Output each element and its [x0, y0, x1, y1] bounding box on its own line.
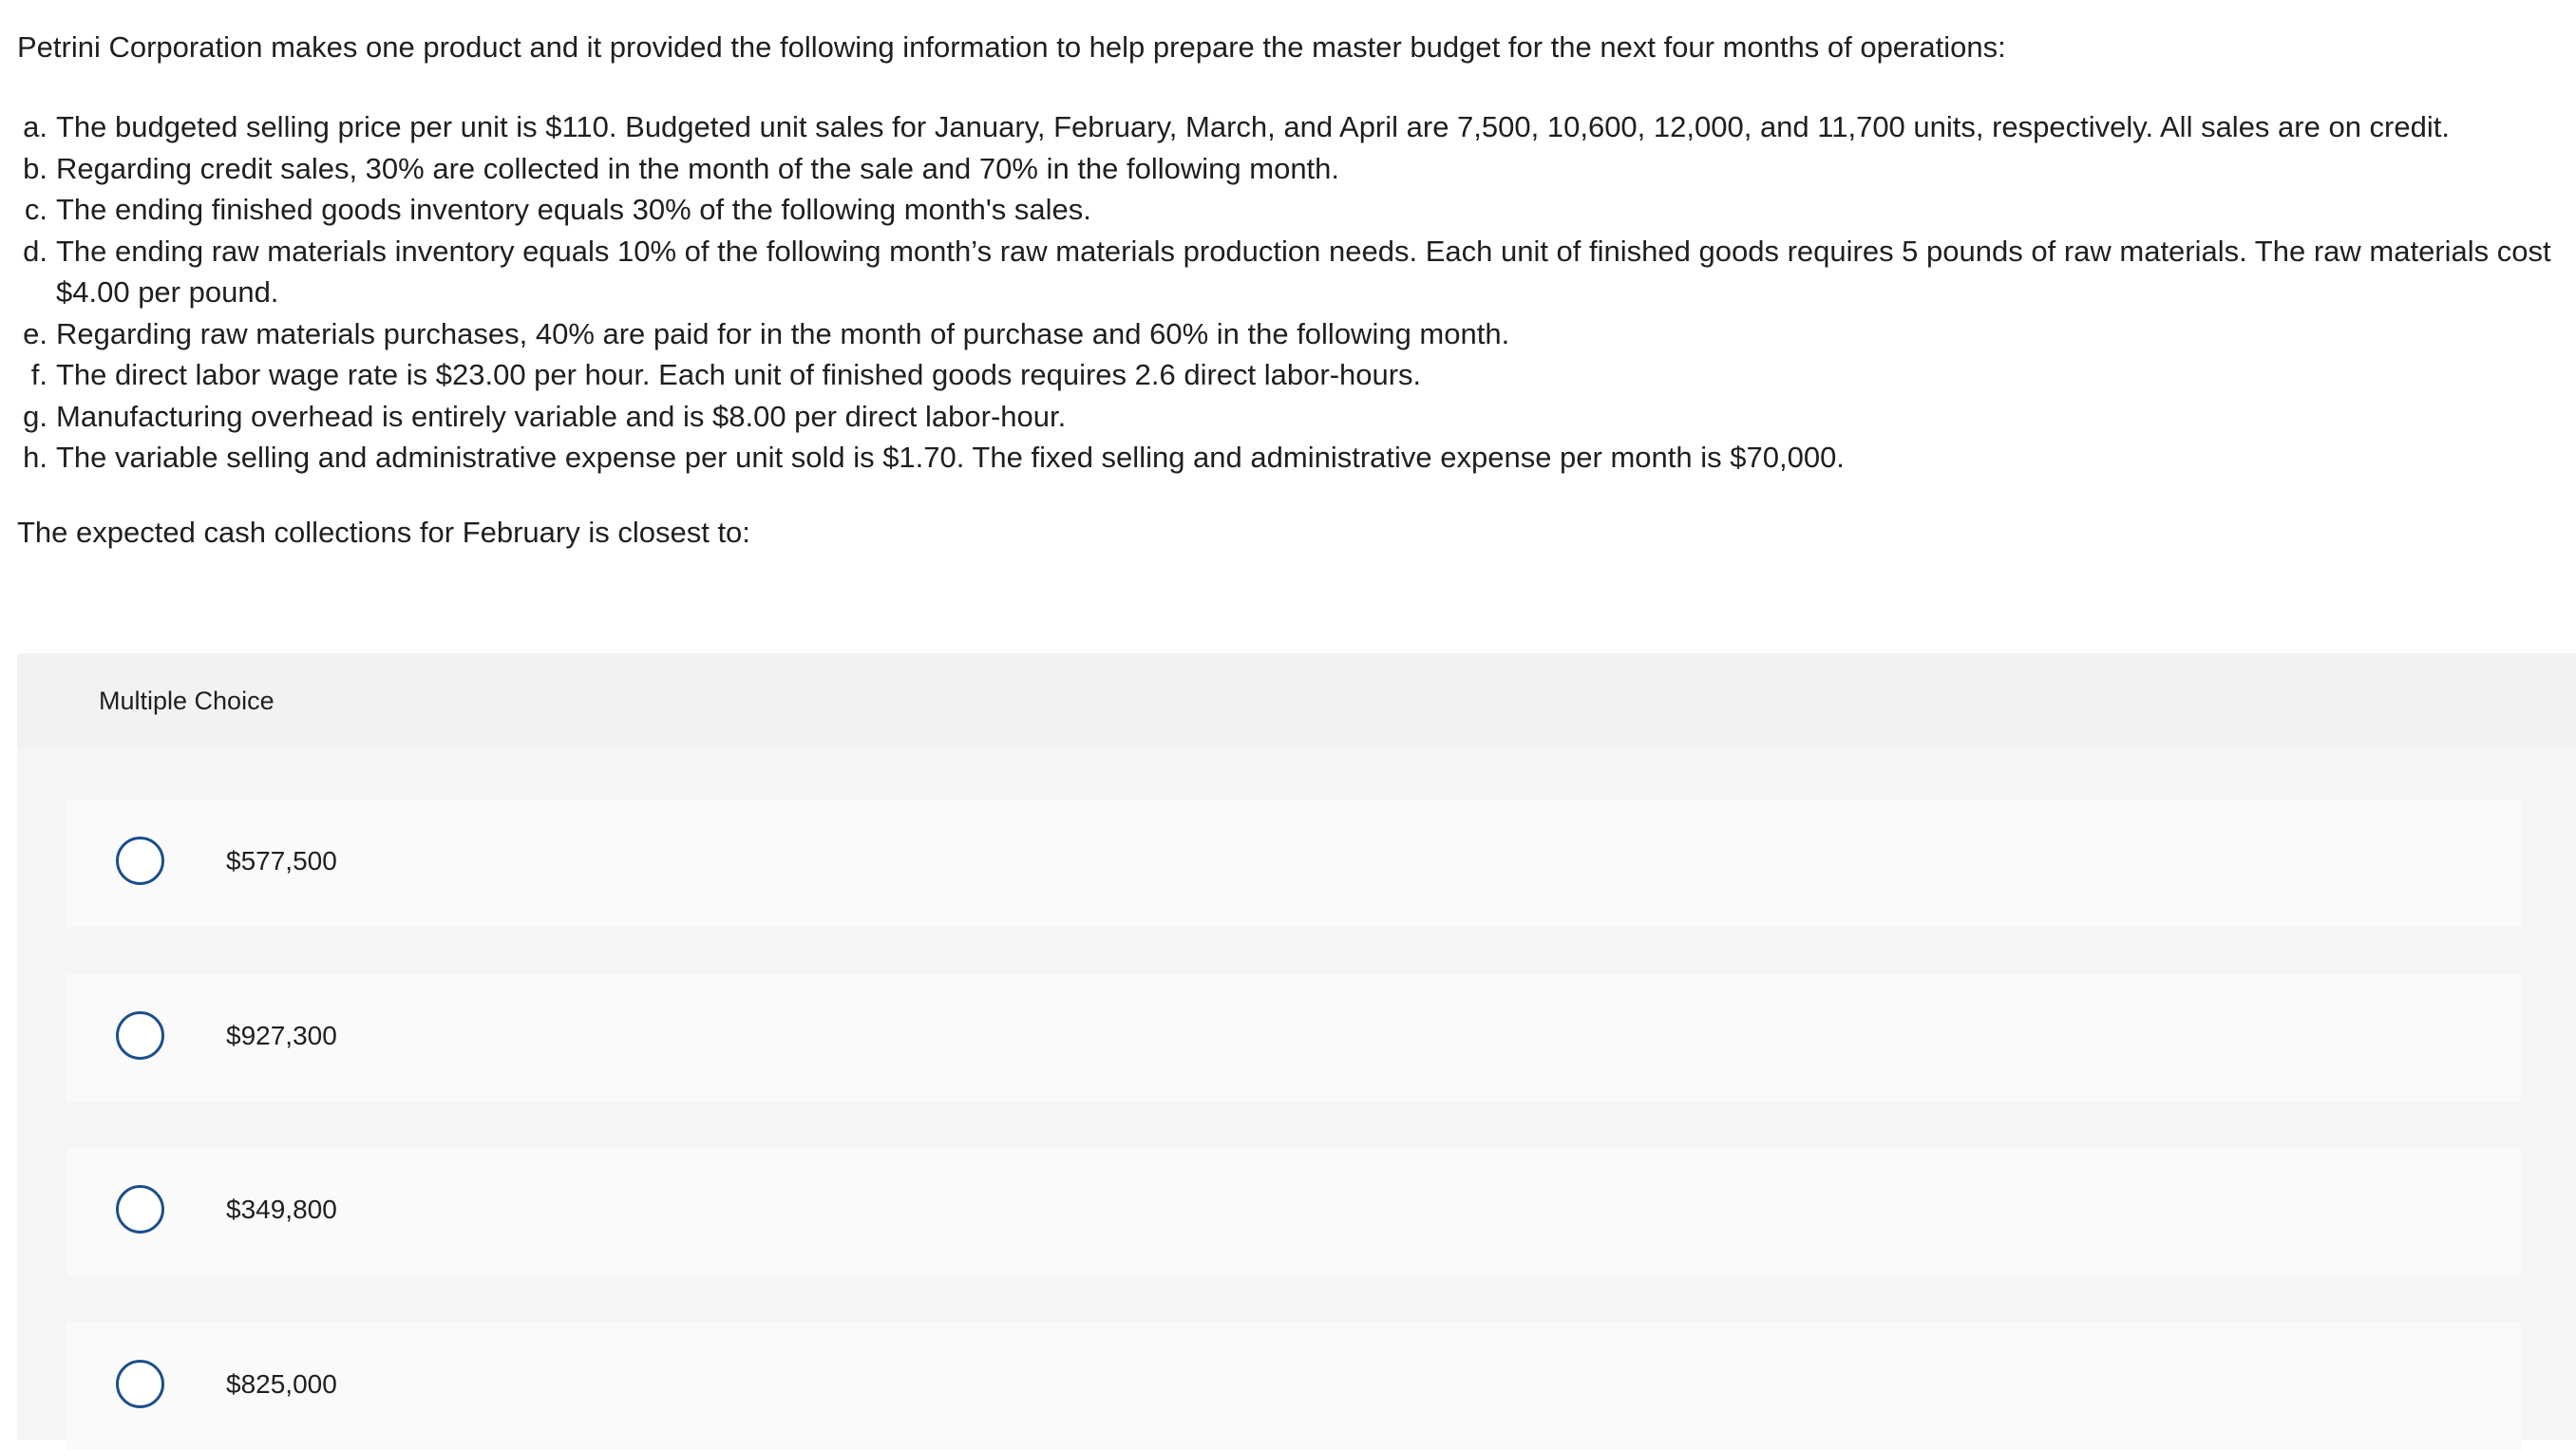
answer-option-3[interactable] — [66, 1148, 2521, 1275]
answer-option-2[interactable] — [66, 974, 2521, 1102]
multiple-choice-panel — [17, 653, 2576, 1440]
multiple-choice-header — [17, 653, 2576, 748]
condition-item-d — [17, 231, 2563, 313]
condition-text: The direct labor wage rate is $23.00 per hour. Each unit of finished goods requires 2.6 direct labor-hours. — [56, 358, 1422, 391]
condition-marker: d. — [23, 234, 47, 268]
condition-marker: g. — [23, 399, 47, 433]
answer-option-label: $577,500 — [226, 846, 337, 876]
condition-text: Regarding raw materials purchases, 40% are paid for in the month of purchase and 60% in the following month. — [56, 316, 1510, 350]
condition-marker: c. — [24, 193, 47, 226]
condition-text: The ending finished goods inventory equals 30% of the following month's sales. — [56, 193, 1091, 226]
condition-item-b — [17, 148, 2563, 190]
condition-item-f — [17, 354, 2563, 396]
condition-text: The variable selling and administrative expense per unit sold is $1.70. The fixed selling and administrative expense per month is $70,000. — [56, 441, 1845, 474]
multiple-choice-title: Multiple Choice — [99, 687, 275, 715]
condition-text: The budgeted selling price per unit is $110. Budgeted unit sales for January, February, March, and April are 7,500, 10,600, 12,000, and 11,700 units, respectively. All sales are on credit. — [56, 110, 2450, 143]
answer-options — [17, 748, 2576, 1440]
condition-marker: e. — [23, 316, 47, 350]
answer-option-4[interactable] — [66, 1323, 2521, 1450]
answer-option-label: $825,000 — [226, 1369, 337, 1399]
answer-option-label: $927,300 — [226, 1021, 337, 1050]
condition-item-h — [17, 437, 2563, 479]
radio-button[interactable] — [116, 837, 164, 885]
condition-item-g — [17, 396, 2563, 438]
condition-item-c — [17, 189, 2563, 231]
condition-marker: a. — [23, 110, 47, 143]
answer-option-label: $349,800 — [226, 1195, 337, 1224]
condition-text: Manufacturing overhead is entirely variable and is $8.00 per direct labor-hour. — [56, 399, 1067, 433]
condition-item-a — [17, 106, 2563, 148]
condition-text: The ending raw materials inventory equals 10% of the following month’s raw materials production needs. Each unit of finished goods requires 5 pounds of raw materials. The raw materials cost $4.00 per pound. — [56, 234, 2551, 309]
answer-option-1[interactable] — [66, 800, 2521, 927]
question-intro: Petrini Corporation makes one product and it provided the following information to help prepare the master budget for the next four months of operations: — [17, 30, 2006, 64]
conditions-list — [17, 106, 2563, 479]
condition-item-e — [17, 313, 2563, 355]
radio-button[interactable] — [116, 1011, 164, 1060]
radio-button[interactable] — [116, 1185, 164, 1233]
condition-text: Regarding credit sales, 30% are collected in the month of the sale and 70% in the following month. — [56, 151, 1340, 185]
question-prompt: The expected cash collections for February is closest to: — [17, 516, 750, 549]
radio-button[interactable] — [116, 1360, 164, 1408]
condition-marker: f. — [30, 358, 47, 391]
condition-marker: h. — [23, 441, 47, 474]
condition-marker: b. — [23, 151, 47, 185]
